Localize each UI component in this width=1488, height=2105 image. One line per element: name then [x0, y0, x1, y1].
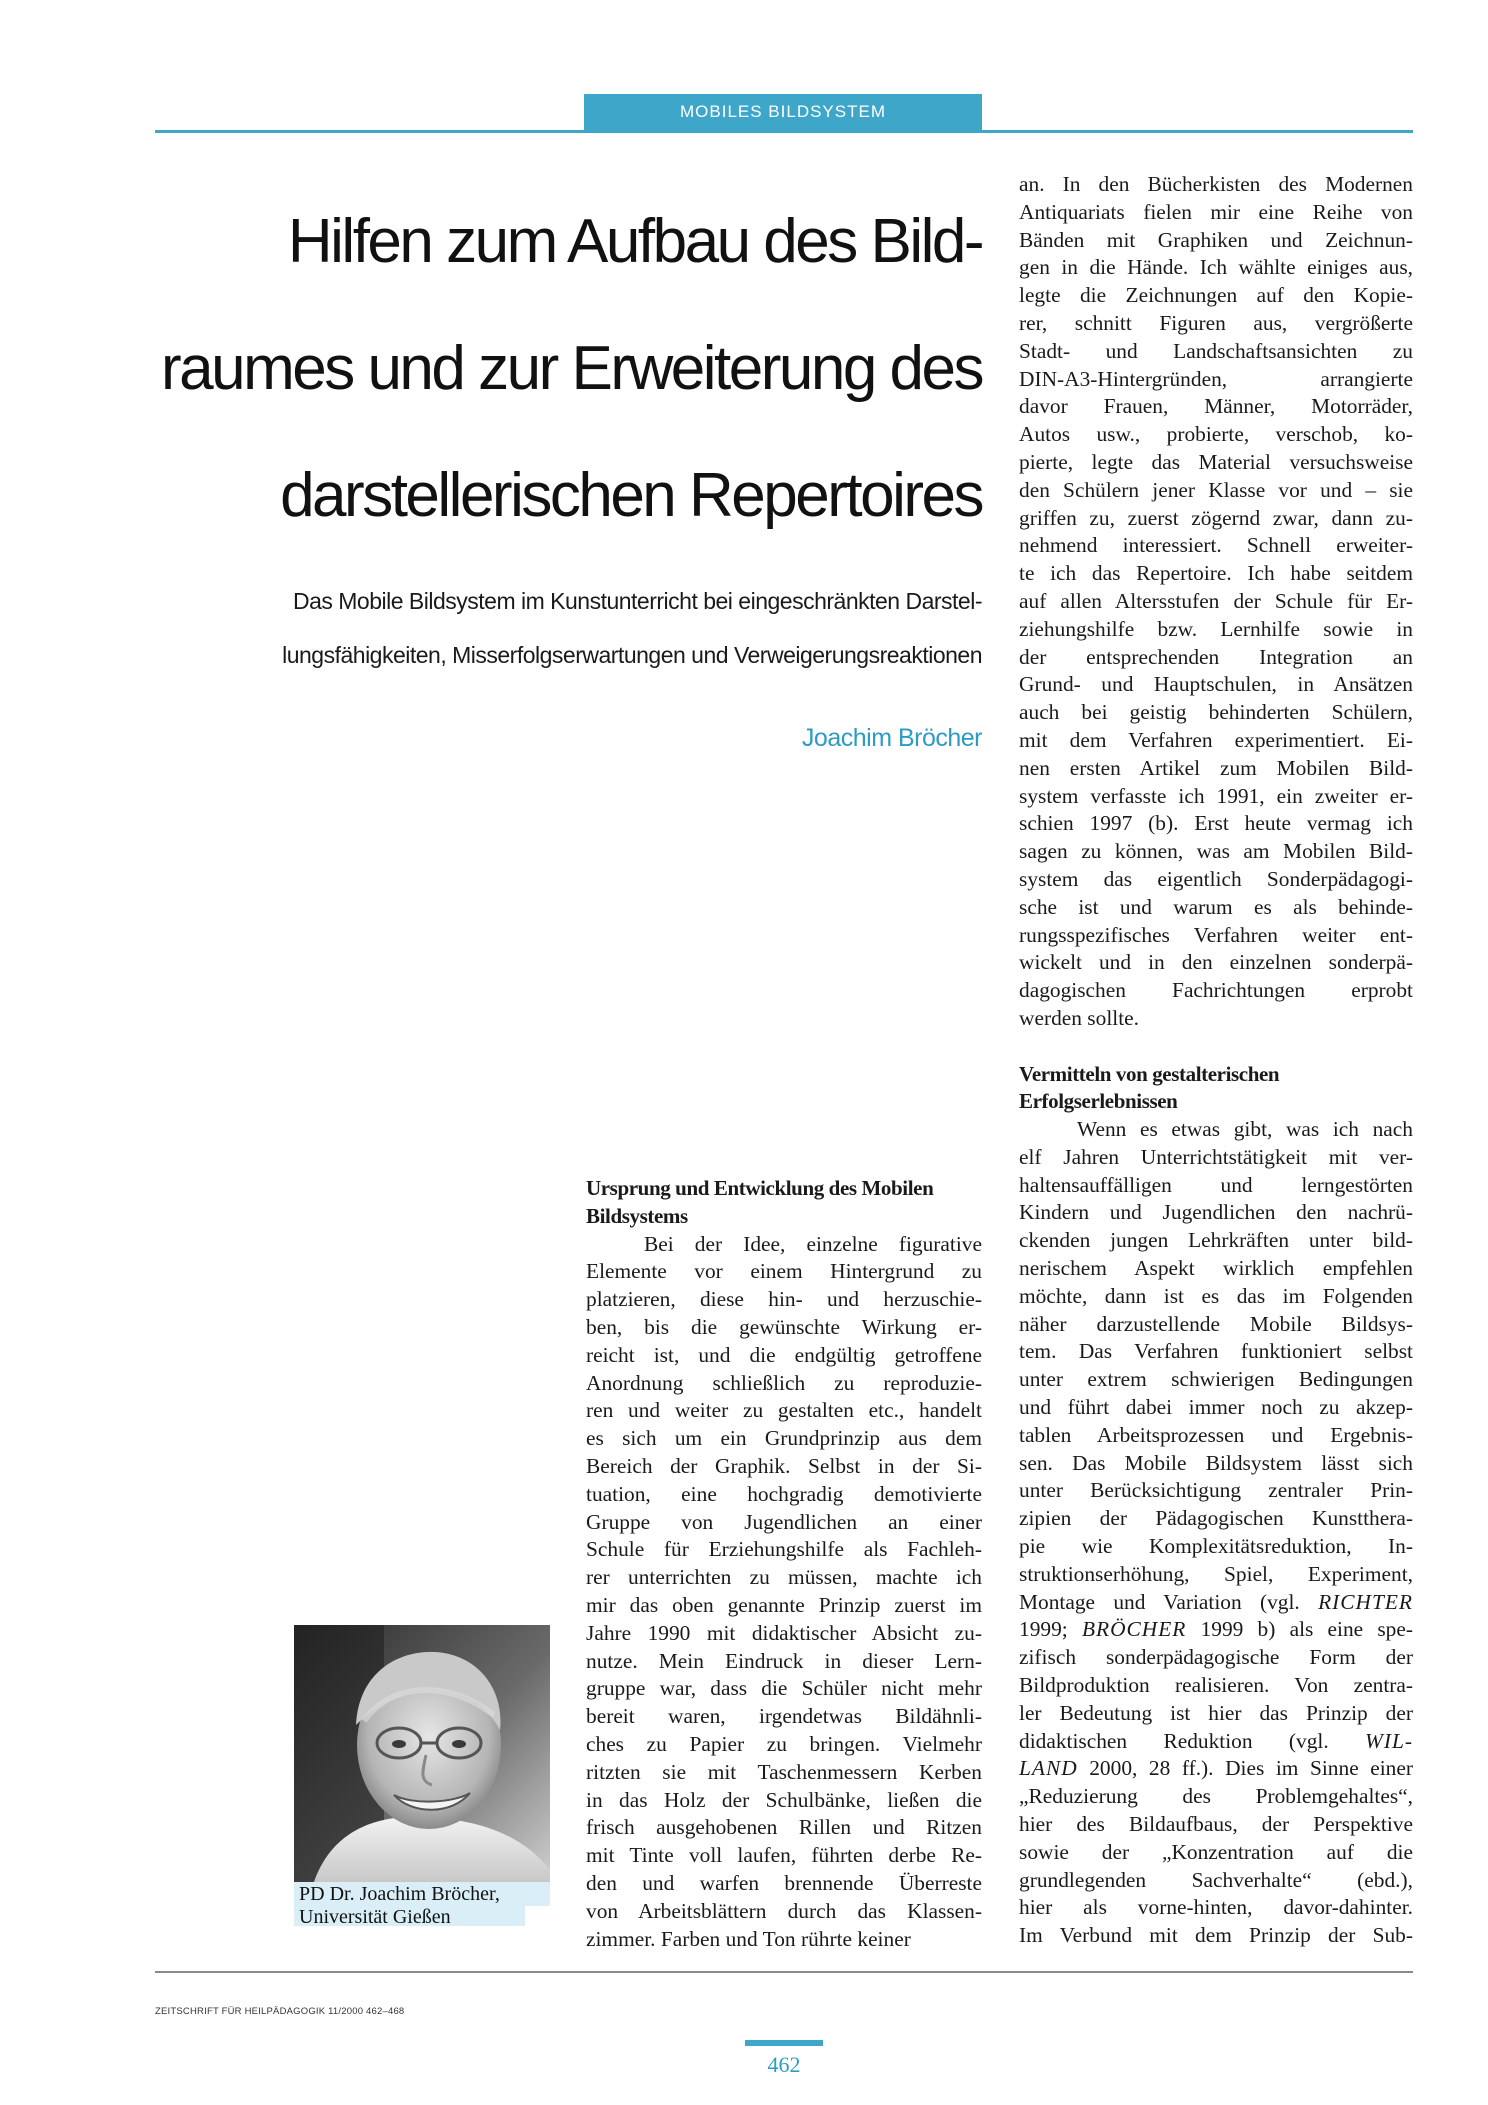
text-line: sagen zu können, was am Mobilen Bild- — [1019, 839, 1413, 864]
text-line: ritzten sie mit Taschenmessern Kerben — [586, 1759, 982, 1784]
text-line: tem. Das Verfahren funktioniert selbst — [1019, 1339, 1413, 1364]
text-line: Jahre 1990 mit didaktischer Absicht zu- — [586, 1620, 982, 1645]
section-heading — [1019, 1061, 1413, 1117]
text-line: Autos usw., probierte, verschob, ko- — [1019, 422, 1413, 447]
page-number-tab — [745, 2040, 823, 2046]
text-line: mit Tinte voll laufen, führten derbe Re- — [586, 1843, 982, 1868]
text-line: platzieren, diese hin- und herzuschie- — [586, 1287, 982, 1312]
text-line: pie wie Komplexitätsreduktion, In- — [1019, 1534, 1413, 1559]
text-line: auch bei geistig behinderten Schülern, — [1019, 700, 1413, 725]
text-line: Bänden mit Graphiken und Zeichnun- — [1019, 227, 1413, 252]
text-line: bereit waren, irgendetwas Bildähnli- — [586, 1704, 982, 1729]
section-heading — [586, 1175, 982, 1231]
text-line: nutze. Mein Eindruck in dieser Lern- — [586, 1648, 982, 1673]
caption-line: Universität Gießen — [299, 1906, 451, 1928]
page-number: 462 — [767, 2052, 801, 2077]
subtitle-line: Das Mobile Bildsystem im Kunstunterricht bei eingeschränkten Darstel- — [292, 588, 982, 614]
photo-caption — [299, 1883, 500, 1929]
body-paragraph — [1019, 171, 1413, 1033]
text-line: rer, schnitt Figuren aus, vergrößerte — [1019, 310, 1413, 335]
text-line: davor Frauen, Männer, Motorräder, — [1019, 394, 1413, 419]
title-line: darstellerischen Repertoires — [280, 461, 982, 530]
text-line: näher darzustellende Mobile Bildsys- — [1019, 1311, 1413, 1336]
text-line: Gruppe von Jugendlichen an einer — [586, 1509, 982, 1534]
text-line: struktionserhöhung, Spiel, Experiment, — [1019, 1561, 1413, 1586]
section-header-tab: MOBILES BILDSYSTEM — [584, 94, 982, 130]
text-line: hier des Bildaufbaus, der Perspektive — [1019, 1812, 1413, 1837]
text-line: ler Bedeutung ist hier das Prinzip der — [1019, 1700, 1413, 1725]
text-line: Bildproduktion realisieren. Von zentra- — [1019, 1673, 1413, 1698]
text-line: Elemente vor einem Hintergrund zu — [586, 1259, 982, 1284]
text-line: zifisch sonderpädagogische Form der — [1019, 1645, 1413, 1670]
text-line: dagogischen Fachrichtungen erprobt — [1019, 978, 1413, 1003]
heading-line: Erfolgserlebnissen — [1019, 1089, 1178, 1114]
heading-line: Bildsystems — [586, 1203, 688, 1228]
text-line — [1019, 1728, 1413, 1756]
text-line: es sich um ein Grundprinzip aus dem — [586, 1426, 982, 1451]
text-line: unter Berücksichtigung zentraler Prin- — [1019, 1478, 1413, 1503]
text-line: frisch ausgehobenen Rillen und Ritzen — [586, 1815, 982, 1840]
text-line: an. In den Bücherkisten des Modernen — [1019, 172, 1413, 196]
text-run: 1999; — [1019, 1617, 1082, 1642]
text-line: nen ersten Artikel zum Mobilen Bild- — [1019, 755, 1413, 780]
text-line: ben, bis die gewünschte Wirkung er- — [586, 1314, 982, 1339]
citation-name: WIL- — [1365, 1728, 1413, 1753]
heading-line: Ursprung und Entwicklung des Mobilen — [586, 1176, 934, 1200]
body-paragraph — [1019, 1116, 1413, 1950]
right-column — [1019, 171, 1413, 1950]
body-paragraph — [586, 1231, 982, 1954]
text-line: ckenden jungen Lehrkräften unter bild- — [1019, 1228, 1413, 1253]
text-line: gruppe war, dass die Schüler nicht mehr — [586, 1676, 982, 1701]
text-run: Montage und Variation (vgl. — [1019, 1589, 1319, 1614]
text-line: Bereich der Graphik. Selbst in der Si- — [586, 1453, 982, 1478]
text-line: pierte, legte das Material versuchsweise — [1019, 449, 1413, 474]
text-line: DIN-A3-Hintergründen, arrangierte — [1019, 366, 1413, 391]
author-photo — [294, 1625, 550, 1882]
text-line: grundlegenden Sachverhalte“ (ebd.), — [1019, 1867, 1413, 1892]
text-line: den Schülern jener Klasse vor und – sie — [1019, 477, 1413, 502]
text-line: reicht ist, und die endgültig getroffene — [586, 1342, 982, 1367]
text-line: hier als vorne-hinten, davor-dahinter. — [1019, 1895, 1413, 1920]
text-run: 1999 b) als eine spe- — [1186, 1617, 1413, 1642]
text-line: Bei der Idee, einzelne figurative — [644, 1231, 982, 1256]
title-line: raumes und zur Erweiterung des — [160, 334, 982, 403]
text-line: den und warfen brennende Überreste — [586, 1870, 982, 1895]
text-line: möchte, dann ist es das im Folgenden — [1019, 1283, 1413, 1308]
text-line — [1019, 1589, 1413, 1617]
text-line: Kindern und Jugendlichen den nachrü- — [1019, 1200, 1413, 1225]
subtitle-line: lungsfähigkeiten, Misserfolgserwartungen und Verweigerungsreaktionen — [282, 642, 982, 668]
title-line: Hilfen zum Aufbau des Bild- — [287, 207, 982, 276]
text-line: nerischem Aspekt wirklich empfehlen — [1019, 1256, 1413, 1281]
citation-name: LAND — [1019, 1756, 1078, 1781]
article-title — [140, 178, 982, 559]
text-line: sen. Das Mobile Bildsystem lässt sich — [1019, 1450, 1413, 1475]
text-line: elf Jahren Unterrichtstätigkeit mit ver- — [1019, 1144, 1413, 1169]
text-line: Anordnung schließlich zu reproduzie- — [586, 1370, 982, 1395]
text-line: system verfasste ich 1991, ein zweiter er- — [1019, 783, 1413, 808]
text-line: nehmend interessiert. Schnell erweiter- — [1019, 533, 1413, 558]
text-line: tablen Arbeitsprozessen und Ergebnis- — [1019, 1422, 1413, 1447]
paragraph-spacer — [1019, 1033, 1413, 1061]
text-line: auf allen Altersstufen der Schule für Er- — [1019, 588, 1413, 613]
text-line — [1019, 1616, 1413, 1644]
text-line: ziehungshilfe bzw. Lernhilfe sowie in — [1019, 616, 1413, 641]
text-line: zipien der Pädagogischen Kunstthera- — [1019, 1506, 1413, 1531]
text-line: werden sollte. — [1019, 1005, 1139, 1030]
text-line: rungsspezifisches Verfahren weiter ent- — [1019, 922, 1413, 947]
article-subtitle — [150, 574, 982, 682]
text-line: „Reduzierung des Problemgehaltes“, — [1019, 1784, 1413, 1809]
middle-column — [586, 1175, 982, 1953]
author-portrait-image — [294, 1625, 550, 1882]
text-line: griffen zu, zuerst zögernd zwar, dann zu- — [1019, 505, 1413, 530]
text-run: 2000, 28 ff.). Dies im Sinne einer — [1077, 1756, 1413, 1781]
text-line: mir das oben genannte Prinzip zuerst im — [586, 1592, 982, 1617]
author-name: Joachim Bröcher — [801, 724, 982, 752]
text-line: zimmer. Farben und Ton rührte keiner — [586, 1926, 911, 1951]
citation-name: BRÖCHER — [1081, 1617, 1187, 1642]
heading-line: Vermitteln von gestalterischen — [1019, 1061, 1280, 1086]
text-line: system das eigentlich Sonderpädagogi- — [1019, 866, 1413, 891]
text-line: gen in die Hände. Ich wählte einiges aus, — [1019, 255, 1413, 280]
text-line: Im Verbund mit dem Prinzip der Sub- — [1019, 1923, 1413, 1948]
text-line: tuation, eine hochgradig demotivierte — [586, 1481, 982, 1506]
text-line: rer unterrichten zu müssen, machte ich — [586, 1565, 982, 1590]
text-line: und führt dabei immer noch zu akzep- — [1019, 1395, 1413, 1420]
text-run: didaktischen Reduktion (vgl. — [1019, 1728, 1366, 1753]
text-line: von Arbeitsblättern durch das Klassen- — [586, 1898, 982, 1923]
text-line: Schule für Erziehungshilfe als Fachleh- — [586, 1537, 982, 1562]
text-line: te ich das Repertoire. Ich habe seitdem — [1019, 561, 1413, 586]
bottom-rule — [155, 1971, 1413, 1973]
caption-notch — [525, 1906, 550, 1926]
text-line: Stadt- und Landschaftsansichten zu — [1019, 338, 1413, 363]
text-line: ches zu Papier zu bringen. Vielmehr — [586, 1731, 982, 1756]
text-line: schien 1997 (b). Erst heute vermag ich — [1019, 811, 1413, 836]
text-line: Wenn es etwas gibt, was ich nach — [1077, 1117, 1413, 1142]
text-line: in das Holz der Schulbänke, ließen die — [586, 1787, 982, 1812]
text-line: mit dem Verfahren experimentiert. Ei- — [1019, 727, 1413, 752]
text-line: sche ist und warum es als behinde- — [1019, 894, 1413, 919]
text-line: der entsprechenden Integration an — [1019, 644, 1413, 669]
text-line: Antiquariats fielen mir eine Reihe von — [1019, 199, 1413, 224]
text-line: unter extrem schwierigen Bedingungen — [1019, 1367, 1413, 1392]
text-line: wickelt und in den einzelnen sonderpä- — [1019, 950, 1413, 975]
top-rule — [155, 130, 1413, 133]
caption-line: PD Dr. Joachim Bröcher, — [299, 1883, 500, 1905]
text-line — [1019, 1755, 1413, 1783]
citation-name: RICHTER — [1318, 1589, 1413, 1614]
text-line: sowie der „Konzentration auf die — [1019, 1839, 1413, 1864]
text-line: haltensauffälligen und lerngestörten — [1019, 1172, 1413, 1197]
text-line: ren und weiter zu gestalten etc., handelt — [586, 1398, 982, 1423]
footer-journal-citation: ZEITSCHRIFT FÜR HEILPÄDAGOGIK 11/2000 462–468 — [155, 2006, 405, 2017]
text-line: Grund- und Hauptschulen, in Ansätzen — [1019, 672, 1413, 697]
text-line: legte die Zeichnungen auf den Kopie- — [1019, 283, 1413, 308]
